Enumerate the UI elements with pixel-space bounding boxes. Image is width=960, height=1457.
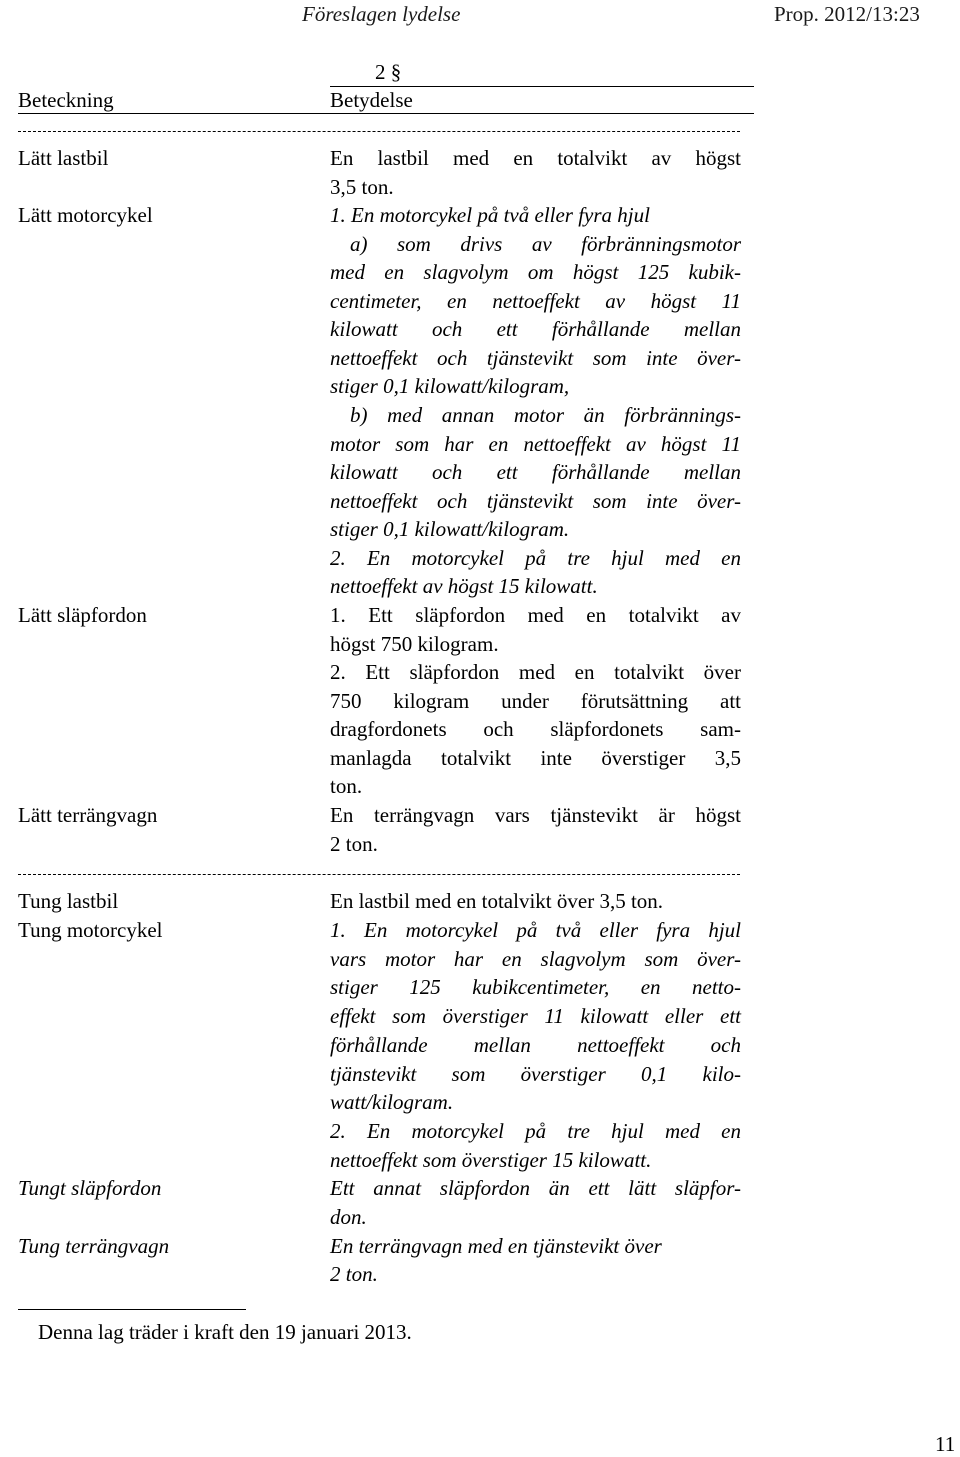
term-latt-motorcykel: Lätt motorcykel (18, 203, 153, 227)
definition-line: 2. Ett släpfordon med en totalvikt över (330, 660, 741, 684)
term-tung-lastbil: Tung lastbil (18, 889, 119, 913)
definition-line: 3,5 ton. (330, 175, 394, 199)
column-heading-term: Beteckning (18, 88, 114, 112)
definition-line: vars motor har en slagvolym som över- (330, 947, 741, 971)
definition-line: 2. En motorcykel på tre hjul med en (330, 546, 741, 570)
page-number: 11 (935, 1432, 956, 1456)
definition-line: nettoeffekt och tjänstevikt som inte över- (330, 346, 741, 370)
definition-line: stiger 125 kubikcentimeter, en netto- (330, 975, 741, 999)
definition-line: tjänstevikt som överstiger 0,1 kilo- (330, 1062, 741, 1086)
column-header-left: Föreslagen lydelse (302, 2, 461, 26)
section-number: 2 § (375, 60, 402, 84)
term-latt-terrangvagn: Lätt terrängvagn (18, 803, 158, 827)
definition-line: a) som drivs av förbränningsmotor (350, 232, 741, 256)
definition-line: En terrängvagn med en tjänstevikt över (330, 1234, 662, 1258)
definition-line: En lastbil med en totalvikt över 3,5 ton. (330, 889, 664, 913)
definition-line: förhållande mellan nettoeffekt och (330, 1033, 741, 1057)
definition-line: kilowatt och ett förhållande mellan (330, 460, 741, 484)
document-reference: Prop. 2012/13:23 (774, 2, 920, 26)
definition-line: 2. En motorcykel på tre hjul med en (330, 1119, 741, 1143)
definition-line: Ett annat släpfordon än ett lätt släpfor- (330, 1176, 741, 1200)
heading-underline (18, 113, 754, 114)
term-tungt-slapfordon: Tungt släpfordon (18, 1176, 162, 1200)
term-tung-motorcykel: Tung motorcykel (18, 918, 163, 942)
definition-line: nettoeffekt som överstiger 15 kilowatt. (330, 1148, 652, 1172)
definition-line: stiger 0,1 kilowatt/kilogram. (330, 517, 570, 541)
definition-line: 2 ton. (330, 1262, 378, 1286)
definition-line: manlagda totalvikt inte överstiger 3,5 (330, 746, 741, 770)
definition-line: stiger 0,1 kilowatt/kilogram, (330, 374, 570, 398)
definition-line: effekt som överstiger 11 kilowatt eller ett (330, 1004, 741, 1028)
definition-line: En terrängvagn vars tjänstevikt är högst (330, 803, 741, 827)
definition-line: 2 ton. (330, 832, 378, 856)
term-latt-slapfordon: Lätt släpfordon (18, 603, 147, 627)
definition-line: högst 750 kilogram. (330, 632, 499, 656)
dashed-divider-top (18, 131, 740, 132)
definition-line: dragfordonets och släpfordonets sam- (330, 717, 741, 741)
definition-line: nettoeffekt och tjänstevikt som inte över- (330, 489, 741, 513)
definition-line: don. (330, 1205, 367, 1229)
definition-line: En lastbil med en totalvikt av högst (330, 146, 741, 170)
definition-line: b) med annan motor än förbrännings- (350, 403, 741, 427)
definition-line: 1. En motorcykel på två eller fyra hjul (330, 918, 741, 942)
term-tung-terrangvagn: Tung terrängvagn (18, 1234, 170, 1258)
footnote-text: Denna lag träder i kraft den 19 januari 2013. (38, 1320, 412, 1344)
definition-line: watt/kilogram. (330, 1090, 454, 1114)
definition-line: kilowatt och ett förhållande mellan (330, 317, 741, 341)
definition-line: nettoeffekt av högst 15 kilowatt. (330, 574, 598, 598)
definition-line: 750 kilogram under förutsättning att (330, 689, 741, 713)
definition-line: med en slagvolym om högst 125 kubik- (330, 260, 741, 284)
column-heading-meaning: Betydelse (330, 88, 413, 112)
definition-line: ton. (330, 774, 363, 798)
definition-line: 1. En motorcykel på två eller fyra hjul (330, 203, 650, 227)
definition-line: 1. Ett släpfordon med en totalvikt av (330, 603, 741, 627)
footnote-separator (18, 1309, 246, 1310)
definition-line: motor som har en nettoeffekt av högst 11 (330, 432, 741, 456)
definition-line: centimeter, en nettoeffekt av högst 11 (330, 289, 741, 313)
term-latt-lastbil: Lätt lastbil (18, 146, 109, 170)
dashed-divider-middle (18, 874, 740, 875)
